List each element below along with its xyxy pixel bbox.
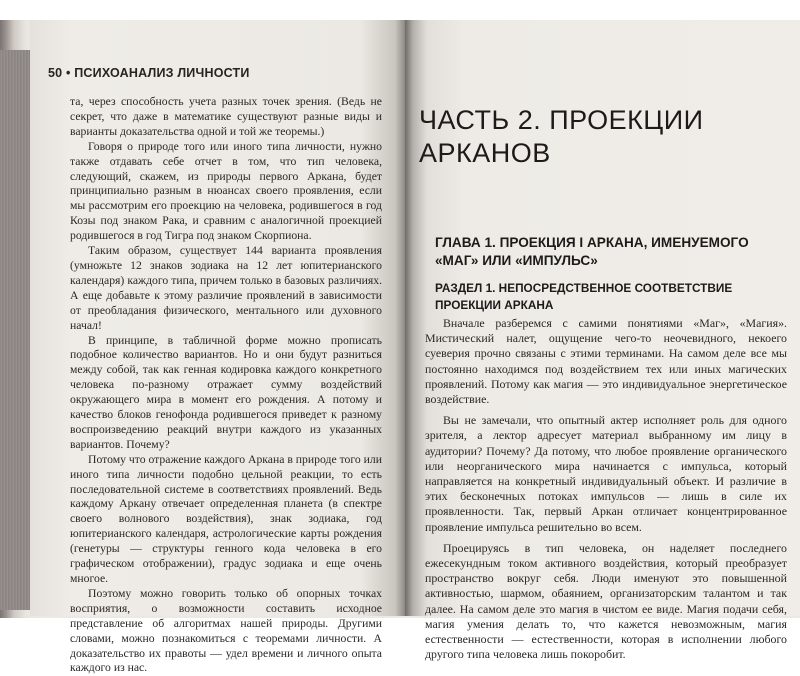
- section-title: РАЗДЕЛ 1. НЕПОСРЕДСТВЕННОЕ СООТВЕТСТВИЕ ПРОЕКЦИИ АРКАНА: [435, 281, 733, 312]
- paragraph: та, через способность учета разных точек зрения. (Ведь не секрет, что даже в математике существуют разные виды и варианты доказательства одной и той же теоремы.): [70, 95, 382, 138]
- paragraph: Потому что отражение каждого Аркана в природе того или иного типа личности подобно цельной реакции, то есть последовательной системе в соответствиях проявлений. Ведь каждому Аркану отвечает определенная планета (в спектре своего волнового воздействия), знак зодиака, год юпитерианского календаря, астрологические карты рождения (генетуры — структуры генного кода человека в его графическом отображении), градус зодиака и еще очень многое.: [70, 452, 382, 585]
- paragraph: В принципе, в табличной форме можно прописать подобное количество вариантов. Но и они будут разниться между собой, так как генная кодировка каждого конкретного человека по-разному отражает сумму воздействий окружающего мира в момент его рождения. А потому и качество блоков генофонда родившегося приведет к разному воспроизведению реакций внутри каждого из указанных вариантов. Почему?: [70, 333, 382, 451]
- running-head: 50 • ПСИХОАНАЛИЗ ЛИЧНОСТИ: [48, 66, 250, 80]
- paragraph: Поэтому можно говорить только об опорных точках восприятия, о возможности составить исходное представление об алгоритмах нашей природы. Другими словами, можно познакомиться с теоремами личности. А доказательство их правоты — удел времени и личного опыта каждого из нас.: [70, 586, 382, 675]
- left-page: [30, 20, 405, 675]
- right-page-body: [425, 316, 787, 668]
- part-title: ЧАСТЬ 2. ПРОЕКЦИИ АРКАНОВ: [419, 105, 704, 168]
- paragraph: Говоря о природе того или иного типа личности, нужно также отдавать себе отчет в том, что тип человека, следующий, скажем, из природы первого Аркана, будет принципиально разным в нюансах своего проявления, если мы рассмотрим его проекцию на человека, родившегося в год Козы под знаком Рака, и сравним с аналогичной проекцией родившегося в год Тигра под знаком Скорпиона.: [70, 139, 382, 243]
- paragraph: Таким образом, существует 144 варианта проявления (умножьте 12 знаков зодиака на 12 лет юпитерианского календаря) каждого типа, причем только в базовых различиях. А еще добавьте к этому различие проявлений в зависимости от преобладания физического, ментального или духовного начал!: [70, 244, 382, 332]
- right-page: [405, 20, 800, 662]
- paragraph: Вначале разберемся с самими понятиями «Маг», «Магия». Мистический налет, ощущение чего-то неочевидного, некоего суеверия прочно связаны с этими терминами. На самом деле все мы постоянно находимся под воздействием тех или иных магических проявлений. Потому как магия — это индивидуальное энергетическое воздействие.: [425, 316, 787, 407]
- paragraph: Вы не замечали, что опытный актер исполняет роль для одного зрителя, а лектор адресует материал выбранному им лицу в аудитории? Почему? Да потому, что любое проявление органического или неорганического мира начинается с импульса, который направляется на конкретный индивидуальный объект. И различие в этих бесконечных потоках импульсов — лишь в силе их проявленности. Так, первый Аркан отличает концентрированное проявление импульса решительно во всем.: [425, 413, 787, 534]
- book-spread: [0, 20, 800, 675]
- paragraph: Проецируясь в тип человека, он наделяет последнего ежесекундным током активного воздействия, который преобразует пространство вокруг себя. Люди именуют это повышенной активностью, шармом, обаянием, организаторским талантом и так далее. На самом деле это магия в чистом ее виде. Магия подачи себя, магия умения делать то, что кажется невозможным, магия естественности — естественности, которая в исполнении любого другого типа человека лишь покоробит.: [425, 540, 787, 662]
- chapter-title: ГЛАВА 1. ПРОЕКЦИЯ I АРКАНА, ИМЕНУЕМОГО «МАГ» ИЛИ «ИМПУЛЬС»: [435, 235, 749, 268]
- left-page-body: [70, 95, 382, 676]
- page-edges: [0, 50, 30, 610]
